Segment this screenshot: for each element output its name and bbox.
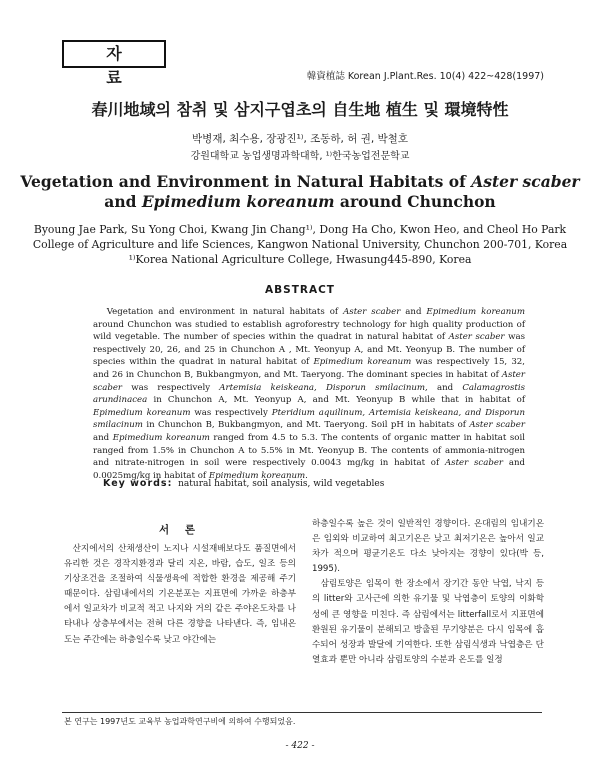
abstract-text: was respectively 15, 32, and 26 in Chunchon B, Bukbangmyon, and Mt. Taeryong. The dominant species in habitat of xyxy=(93,357,526,380)
abstract-text: ranged from 4.5 to 5.3. The contents of organic matter in habitat soil ranged from 1.5% in Chunchon A to 5.5% in Mt. Yeonyup B. The contents of ammonia-nitrogen and nitrate-nitrogen in soil were respectively 0.0043 mg/kg in habitat of xyxy=(93,432,525,469)
footnote-divider xyxy=(62,712,542,713)
abstract-species: Aster scaber xyxy=(93,369,525,393)
funding-footnote: 본 연구는 1997년도 교육부 농업과학연구비에 의하여 수행되었음. xyxy=(64,717,296,726)
abstract-species: Epimedium koreanum xyxy=(93,407,191,418)
abstract-text: was respectively xyxy=(122,382,220,393)
english-title xyxy=(0,172,600,212)
section-label-box xyxy=(62,40,166,87)
abstract-species: Aster scaber xyxy=(343,307,401,317)
english-affiliation-1: College of Agriculture and life Sciences, Kangwon National University, Chunchon 200-701, Korea xyxy=(32,238,568,251)
section-label: 자 료 xyxy=(106,44,140,87)
korean-affiliation: 강원대학교 농업생명과학대학, ¹⁾한국농업전문학교 xyxy=(190,151,410,162)
keywords-separator: : xyxy=(167,478,173,489)
abstract-species: Epimedium koreanum xyxy=(112,432,210,443)
introduction-paragraph: 산지에서의 산채생산이 노지나 시설재배보다도 품질면에서 유리한 것은 경작지환경과 달리 지온, 바람, 습도, 일조 등의 기상조건을 조절하여 식물생육에 적합한 환경을 제공해 주기 때문이다. 삼림내에서의 기온분포는 지표면에 가까운 하층부에서 일교차가 비교적 적고 나지와 거의 같은 주야온도차를 나타내나 상층부에서는 전혀 다른 경향을 나타낸다. 즉, 임내온도는 주간에는 하층일수록 낮고 야간에는 xyxy=(64,544,296,645)
abstract-species: Epimedium koreanum xyxy=(313,357,412,368)
abstract-text: and xyxy=(93,432,113,443)
abstract-text: in Chunchon A, Mt. Yeonyup A, and Mt. Yeonyup B while that in habitat of xyxy=(147,395,525,406)
abstract-text: and xyxy=(400,307,427,317)
introduction-right-column xyxy=(312,517,544,668)
english-author-names: Byoung Jae Park, Su Yong Choi, Kwang Jin Chang¹⁾, Dong Ha Cho, Kwon Heo, and Cheol Ho Park xyxy=(33,223,567,236)
title-line1-prefix: Vegetation and Environment in Natural Habitats of xyxy=(20,172,472,191)
journal-citation: 韓資植誌 Korean J.Plant.Res. 10(4) 422~428(1997) xyxy=(306,71,544,82)
introduction-heading: 서 론 xyxy=(159,524,201,536)
english-authors xyxy=(0,222,600,267)
abstract-species: Aster scaber xyxy=(444,458,504,469)
abstract-body xyxy=(93,306,525,482)
keywords-value: natural habitat, soil analysis, wild vegetables xyxy=(178,479,385,489)
korean-title: 春川地域의 참취 및 삼지구엽초의 自生地 植生 및 環境特性 xyxy=(91,100,509,119)
title-species-aster: Aster scaber xyxy=(471,172,580,191)
abstract-text: and xyxy=(427,382,463,393)
abstract-text: and 0.0025mg/kg in habitat of xyxy=(93,458,525,481)
title-line2-prefix: and xyxy=(104,192,142,211)
abstract-text: in Chunchon B, Bukbangmyon, and Mt. Taeryong. Soil pH in habitats of xyxy=(142,420,470,431)
abstract-species: Epimedium koreanum xyxy=(426,307,525,317)
abstract-text: was respectively xyxy=(190,407,272,418)
abstract-heading: ABSTRACT xyxy=(265,284,335,296)
abstract-species: Artemisia keiskeana, Disporun smilacinum, xyxy=(219,382,428,393)
introduction-paragraph: 하층일수록 높은 것이 일반적인 경향이다. 온대림의 임내기온은 임외와 비교하여 최고기온은 낮고 최저기온은 높아서 일교차가 적으며 평균기온도 다소 낮아지는 경향이 있다(박 등, 1995). xyxy=(312,519,544,575)
abstract-text: was respectively 20, 26, and 25 in Chunchon A , Mt. Yeonyup A, and Mt. Yeonyup B. The number of species within the quadrat in natural habitat of xyxy=(93,332,525,368)
keywords-label: Key words xyxy=(103,478,168,489)
abstract-species: Calamagrostis arundinacea xyxy=(93,382,525,406)
title-line2-suffix: around Chunchon xyxy=(334,192,496,211)
keywords xyxy=(103,478,384,489)
introduction-paragraph: 삼림토양은 임목이 한 장소에서 장기간 동안 낙엽, 낙지 등의 litter와 고사근에 의한 유기물 및 낙엽층이 토양의 이화학성에 큰 영향을 미친다. 즉 삼림에서는 litterfall로서 지표면에 환원된 유기물이 분해되고 방출된 무기양분은 다시 임목에 흡수되어 성장과 발달에 기여한다. 또한 삼림식생과 낙엽층은 단열효과 뿐만 아니라 삼림토양의 수분과 온도를 일정 xyxy=(312,579,544,665)
abstract-text: around Chunchon was studied to establish agroforestry technology for high quality production of wild vegetable. The number of species within the quadrat in natural habitat of xyxy=(93,319,525,343)
page-number: - 422 - xyxy=(285,741,315,751)
introduction-left-column xyxy=(64,542,296,648)
abstract-text: . xyxy=(305,470,308,481)
abstract-species: Aster scaber xyxy=(469,420,525,431)
abstract-species: Aster scaber xyxy=(448,332,505,343)
english-affiliation-2: ¹⁾Korea National Agriculture College, Hwasung445-890, Korea xyxy=(128,253,472,266)
abstract-text: Vegetation and environment in natural habitats of xyxy=(106,307,344,317)
korean-authors: 박병재, 최수용, 장광진¹⁾, 조동하, 허 권, 박철호 xyxy=(192,133,408,145)
abstract-species: Epimedium koreanum xyxy=(208,470,306,481)
title-species-epimedium: Epimedium koreanum xyxy=(141,192,335,211)
abstract-species: Pteridium aquilinum, Artemisia keiskeana, and Disporun smilacinum xyxy=(93,407,525,431)
